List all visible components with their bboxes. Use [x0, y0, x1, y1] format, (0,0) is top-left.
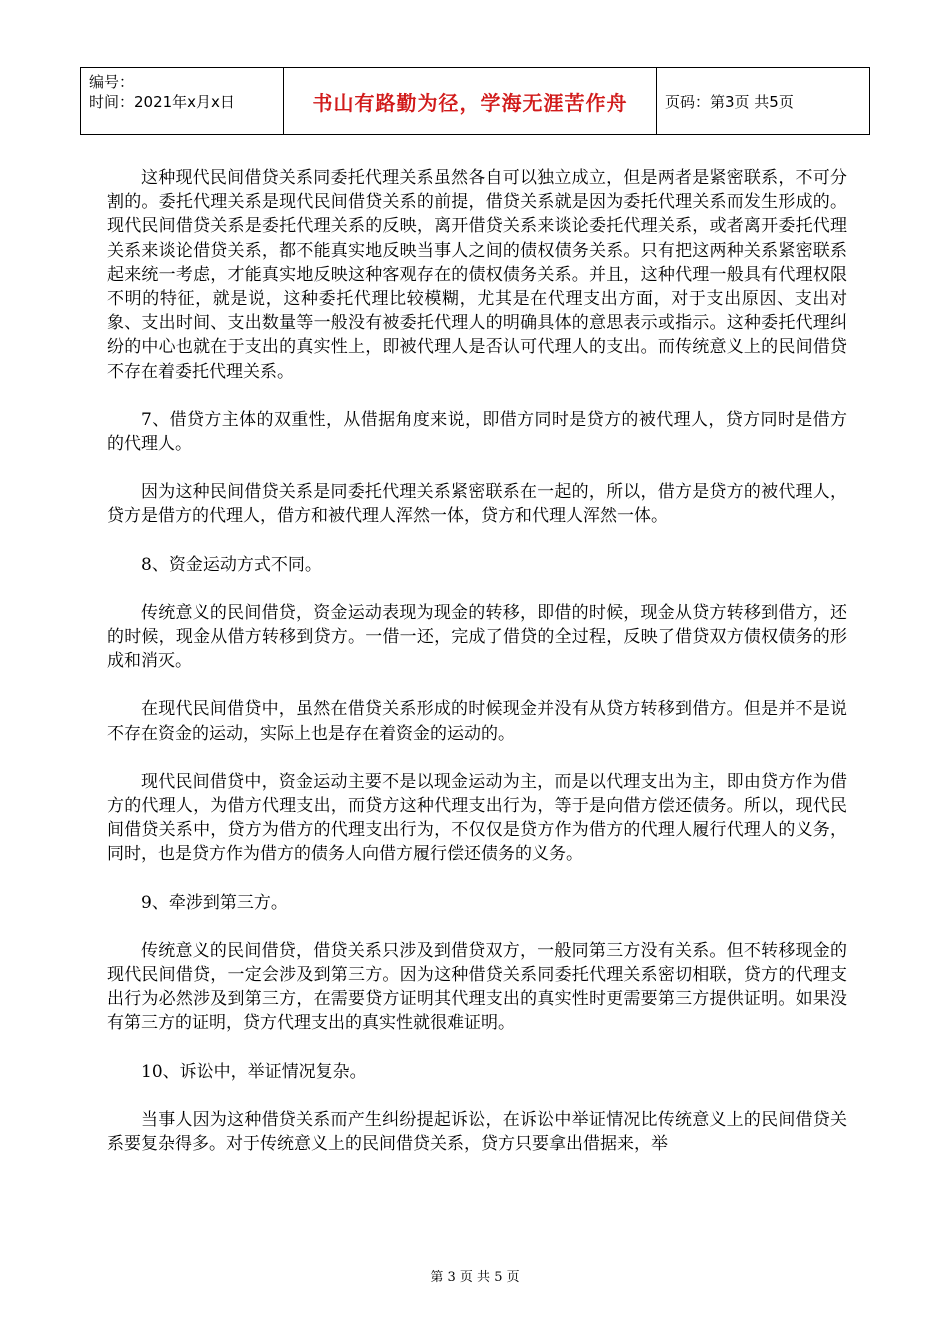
header-page-info: 页码：第3页 共5页 — [665, 92, 794, 111]
number-label: 编号： — [89, 73, 135, 91]
paragraph: 因为这种民间借贷关系是同委托代理关系紧密联系在一起的，所以，借方是贷方的被代理人，贷方是借方的代理人，借方和被代理人浑然一体，贷方和代理人浑然一体。 — [107, 482, 847, 527]
section-heading: 8、资金运动方式不同。 — [141, 554, 322, 575]
page-footer — [0, 1266, 950, 1285]
header-meta — [81, 68, 284, 134]
paragraph: 当事人因为这种借贷关系而产生纠纷提起诉讼，在诉讼中举证情况比传统意义上的民间借贷关系要复杂得多。对于传统意义上的民间借贷关系，贷方只要拿出借据来，举 — [107, 1109, 847, 1155]
paragraph: 这种现代民间借贷关系同委托代理关系虽然各自可以独立成立，但是两者是紧密联系，不可分割的。委托代理关系是现代民间借贷关系的前提，借贷关系就是因为委托代理关系而发生形成的。现代民间借贷关系是委托代理关系的反映，离开借贷关系来谈论委托代理关系，或者离开委托代理关系来谈论借贷关系，都不能真实地反映当事人之间的债权债务关系。只有把这两种关系紧密联系起来统一考虑，才能真实地反映这种客观存在的债权债务关系。并且，这种代理一般具有代理权限不明的特征，就是说，这种委托代理比较模糊，尤其是在代理支出方面，对于支出原因、支出对象、支出时间、支出数量等一般没有被委托代理人的明确具体的意思表示或指示。这种委托代理纠纷的中心也就在于支出的真实性上，即被代理人是否认可代理人的支出。而传统意义上的民间借贷不存在着委托代理关系。 — [107, 168, 847, 382]
header-motto-cell — [284, 68, 657, 134]
document-body — [107, 166, 847, 1180]
paragraph: 现代民间借贷中，资金运动主要不是以现金运动为主，而是以代理支出为主，即由贷方作为借方的代理人，为借方代理支出，而贷方这种代理支出行为，等于是向借方偿还债务。所以，现代民间借贷关系中，贷方为借方的代理支出行为，不仅仅是贷方作为借方的代理人履行代理人的义务，同时，也是贷方作为借方的债务人向借方履行偿还债务的义务。 — [107, 771, 847, 865]
document-header — [80, 67, 870, 135]
time-label: 时间：2021年x月x日 — [89, 93, 235, 111]
paragraph: 传统意义的民间借贷，借贷关系只涉及到借贷双方，一般同第三方没有关系。但不转移现金的现代民间借贷，一定会涉及到第三方。因为这种借贷关系同委托代理关系密切相联，贷方的代理支出行为必然涉及到第三方，在需要贷方证明其代理支出的真实性时更需要第三方提供证明。如果没有第三方的证明，贷方代理支出的真实性就很难证明。 — [107, 940, 847, 1034]
paragraph: 7、借贷方主体的双重性，从借据角度来说，即借方同时是贷方的被代理人，贷方同时是借方的代理人。 — [107, 409, 847, 455]
paragraph: 传统意义的民间借贷，资金运动表现为现金的转移，即借的时候，现金从贷方转移到借方，还的时候，现金从借方转移到贷方。一借一还，完成了借贷的全过程，反映了借贷双方债权债务的形成和消灭。 — [107, 602, 847, 672]
paragraph: 在现代民间借贷中，虽然在借贷关系形成的时候现金并没有从贷方转移到借方。但是并不是说不存在资金的运动，实际上也是存在着资金的运动的。 — [107, 699, 847, 744]
footer-page-number: 第 3 页 共 5 页 — [430, 1270, 520, 1285]
header-motto: 书山有路勤为径，学海无涯苦作舟 — [312, 90, 628, 115]
section-heading: 10、诉讼中，举证情况复杂。 — [141, 1061, 367, 1082]
section-heading: 9、牵涉到第三方。 — [141, 892, 288, 913]
header-page-cell — [657, 68, 869, 134]
